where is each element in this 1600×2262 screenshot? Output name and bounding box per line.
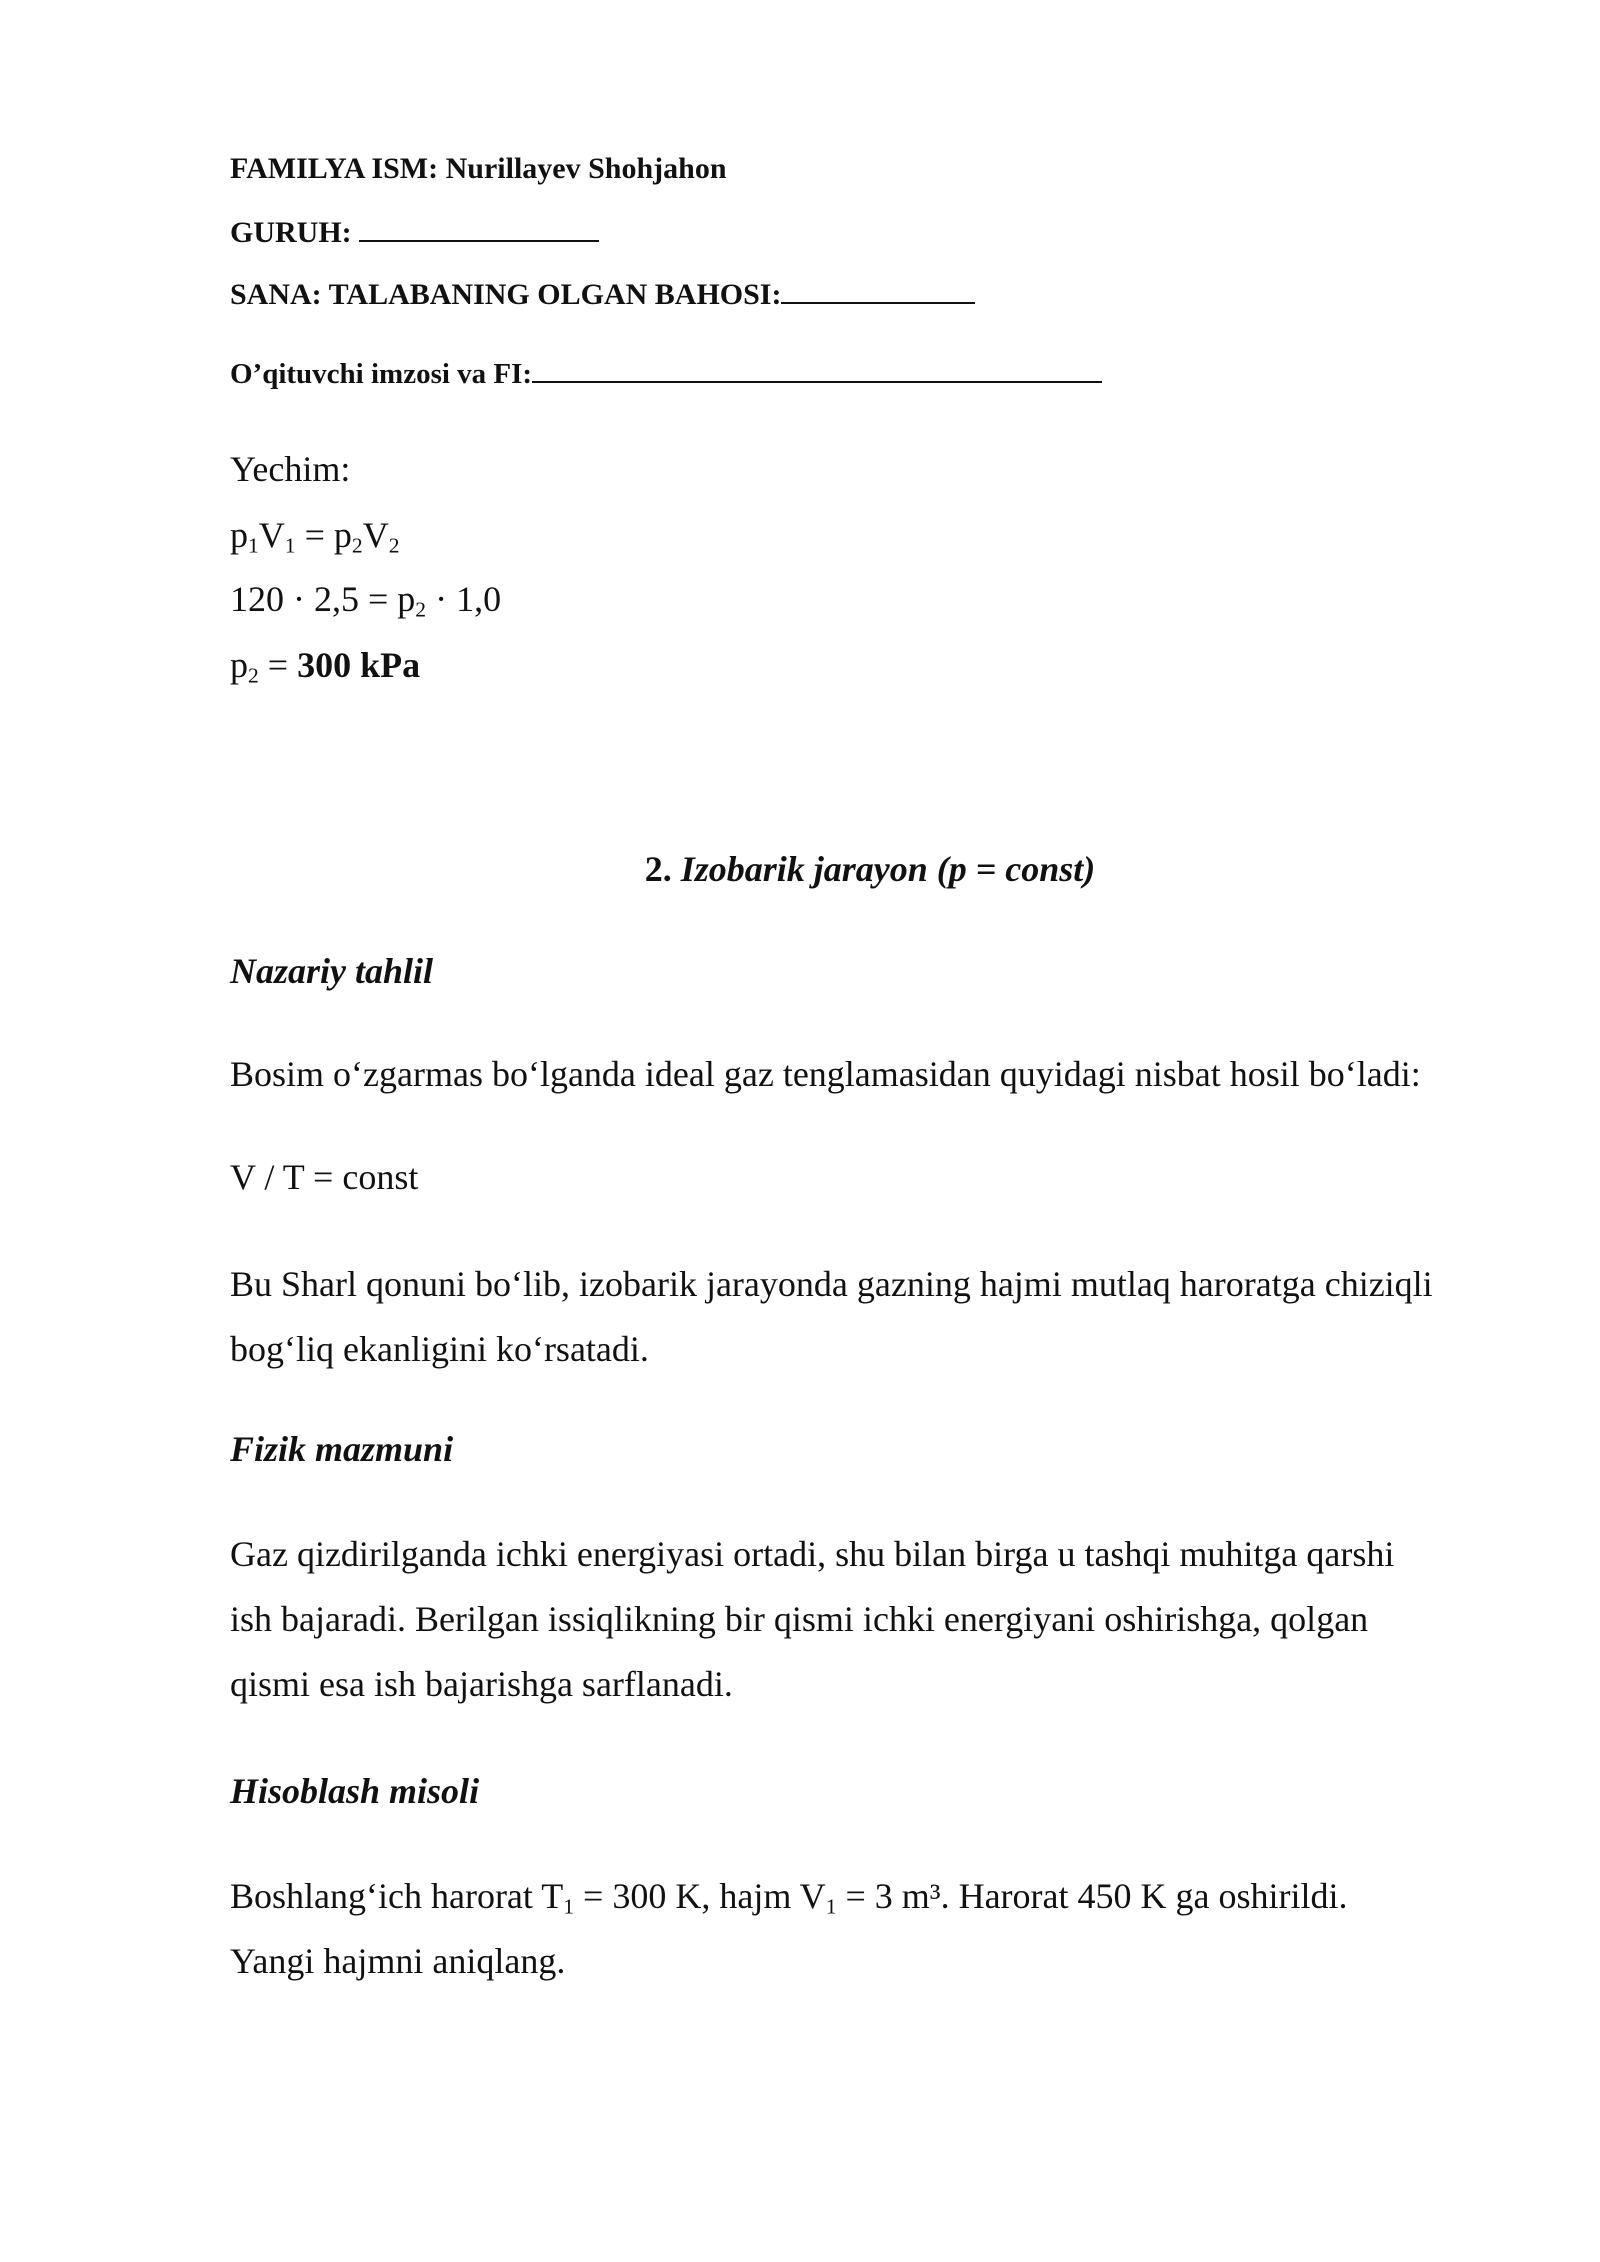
charles-line-2: bog‘liq ekanligini ko‘rsatadi. bbox=[230, 1329, 649, 1369]
physical-paragraph bbox=[230, 1522, 1500, 1717]
subheading-physical: Fizik mazmuni bbox=[230, 1429, 454, 1469]
example-line-2: Yangi hajmni aniqlang. bbox=[230, 1941, 566, 1981]
eq1-v: V bbox=[258, 515, 285, 555]
date-grade-label: SANA: TALABANING OLGAN BAHOSI: bbox=[230, 278, 782, 311]
theory-paragraph: Bosim o‘zgarmas bo‘lganda ideal gaz tenglamasidan quyidagi nisbat hosil bo‘ladi: bbox=[230, 1054, 1421, 1094]
subheading-theory: Nazariy tahlil bbox=[230, 951, 434, 991]
grade-blank bbox=[781, 276, 975, 304]
subheading-example: Hisoblash misoli bbox=[230, 1771, 480, 1811]
student-name-line bbox=[230, 152, 727, 186]
date-grade-line bbox=[230, 276, 975, 312]
example-paragraph bbox=[230, 1864, 1500, 1994]
eq2-right: · 1,0 bbox=[426, 579, 502, 619]
section-number: 2. bbox=[644, 849, 672, 889]
solution-title: Yechim: bbox=[230, 449, 351, 489]
eq1-p: p bbox=[230, 515, 248, 555]
eq2-left: 120 · 2,5 = p bbox=[230, 579, 416, 619]
ex-sub1: 1 bbox=[563, 1894, 575, 1919]
charles-paragraph bbox=[230, 1252, 1500, 1382]
result-value: 300 kPa bbox=[297, 645, 421, 685]
equation-result bbox=[230, 644, 420, 686]
section-heading bbox=[0, 848, 1600, 890]
charles-line-1: Bu Sharl qonuni bo‘lib, izobarik jarayonda gazning hajmi mutlaq haroratga chiziqli bbox=[230, 1264, 1433, 1304]
teacher-label: O’qituvchi imzosi va FI: bbox=[230, 358, 533, 390]
eq1-sub4: 2 bbox=[388, 533, 400, 558]
example-line-1 bbox=[230, 1864, 1500, 1929]
ex-sub2: 1 bbox=[825, 1894, 837, 1919]
equation-boyle bbox=[230, 514, 400, 556]
physical-line-3: qismi esa ish bajarishga sarflanadi. bbox=[230, 1664, 733, 1704]
ex-b: = 300 K, hajm V bbox=[574, 1876, 826, 1916]
teacher-line bbox=[230, 355, 1102, 391]
eq1-sub2: 1 bbox=[284, 533, 296, 558]
ex-c: = 3 m³. Harorat 450 K ga oshirildi. bbox=[836, 1876, 1348, 1916]
equation-substitution bbox=[230, 578, 501, 620]
group-label: GURUH: bbox=[230, 216, 352, 249]
eq1-sub3: 2 bbox=[351, 533, 363, 558]
eq3-sub: 2 bbox=[248, 663, 259, 688]
eq3-p: p bbox=[230, 645, 248, 685]
eq1-sub1: 1 bbox=[248, 533, 259, 558]
section-title: Izobarik jarayon (p = const) bbox=[680, 849, 1096, 889]
group-line bbox=[230, 214, 599, 250]
eq2-sub: 2 bbox=[415, 597, 427, 622]
charles-formula: V / T = const bbox=[230, 1157, 419, 1197]
name-label: FAMILYA ISM: bbox=[230, 152, 439, 185]
physical-line-2: ish bajaradi. Berilgan issiqlikning bir qismi ichki energiyani oshirishga, qolgan bbox=[230, 1599, 1369, 1639]
ex-a: Boshlang‘ich harorat T bbox=[230, 1876, 564, 1916]
eq1-mid: = p bbox=[295, 515, 352, 555]
student-name: Nurillayev Shohjahon bbox=[445, 152, 727, 185]
physical-line-1: Gaz qizdirilganda ichki energiyasi ortadi, shu bilan birga u tashqi muhitga qarshi bbox=[230, 1534, 1395, 1574]
eq1-v2: V bbox=[362, 515, 389, 555]
group-blank bbox=[359, 214, 599, 242]
eq3-eq: = bbox=[258, 645, 298, 685]
teacher-blank bbox=[532, 355, 1102, 383]
